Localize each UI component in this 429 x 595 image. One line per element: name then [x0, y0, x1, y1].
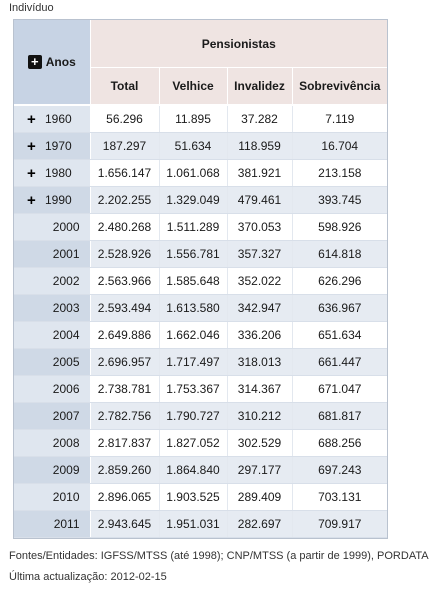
table-row — [14, 105, 387, 133]
cell-survivors: 614.818 — [292, 241, 387, 268]
cell-disability: 336.206 — [227, 322, 292, 349]
cell-total: 2.202.255 — [90, 187, 159, 214]
row-year-cell — [14, 241, 90, 268]
row-year-cell — [14, 322, 90, 349]
cell-total: 2.859.260 — [90, 457, 159, 484]
cell-disability: 357.327 — [227, 241, 292, 268]
cell-survivors: 661.447 — [292, 349, 387, 376]
cell-total: 2.896.065 — [90, 484, 159, 511]
plus-icon[interactable]: + — [27, 192, 36, 209]
plus-icon[interactable]: + — [27, 165, 36, 182]
row-year-label: 2010 — [52, 490, 80, 504]
cell-total: 2.738.781 — [90, 376, 159, 403]
table-row — [14, 133, 387, 160]
row-year-cell — [14, 268, 90, 295]
row-year-label: 2005 — [52, 355, 80, 369]
cell-old-age: 1.903.525 — [159, 484, 227, 511]
cell-total: 2.696.957 — [90, 349, 159, 376]
cell-total: 2.563.966 — [90, 268, 159, 295]
cell-old-age: 1.329.049 — [159, 187, 227, 214]
row-year-label: 2004 — [52, 328, 80, 342]
cell-survivors: 598.926 — [292, 214, 387, 241]
table-row — [14, 484, 387, 511]
sources-note: Fontes/Entidades: IGFSS/MTSS (até 1998); CNP/MTSS (a partir de 1999), PORDATA — [9, 550, 429, 562]
cell-disability: 297.177 — [227, 457, 292, 484]
row-year-label: 2008 — [52, 436, 80, 450]
table-row — [14, 376, 387, 403]
cell-survivors: 688.256 — [292, 430, 387, 457]
plus-icon[interactable]: + — [27, 111, 36, 128]
cell-old-age: 1.585.648 — [159, 268, 227, 295]
cell-disability: 342.947 — [227, 295, 292, 322]
group-header-pensioners: Pensionistas — [90, 20, 387, 68]
years-header-label: Anos — [45, 55, 76, 69]
cell-disability: 352.022 — [227, 268, 292, 295]
column-header-total: Total — [90, 68, 159, 106]
cell-total: 2.649.886 — [90, 322, 159, 349]
cell-survivors: 213.158 — [292, 160, 387, 187]
cell-old-age: 1.061.068 — [159, 160, 227, 187]
cell-old-age: 1.753.367 — [159, 376, 227, 403]
cell-disability: 314.367 — [227, 376, 292, 403]
cell-old-age: 1.511.289 — [159, 214, 227, 241]
table-row — [14, 160, 387, 187]
table-row — [14, 187, 387, 214]
cell-disability: 289.409 — [227, 484, 292, 511]
row-year-label: 2000 — [52, 220, 80, 234]
cell-disability: 381.921 — [227, 160, 292, 187]
row-year-label: 2003 — [52, 301, 80, 315]
cell-survivors: 626.296 — [292, 268, 387, 295]
plus-square-icon[interactable]: + — [28, 55, 42, 69]
cell-disability: 310.212 — [227, 403, 292, 430]
cell-old-age: 51.634 — [159, 133, 227, 160]
row-year-cell[interactable] — [14, 105, 90, 133]
cell-survivors: 651.634 — [292, 322, 387, 349]
cell-old-age: 11.895 — [159, 105, 227, 133]
row-year-label: 1980 — [45, 166, 72, 180]
row-year-cell — [14, 430, 90, 457]
data-table-container — [13, 19, 388, 539]
cell-survivors: 709.917 — [292, 511, 387, 538]
cell-survivors: 393.745 — [292, 187, 387, 214]
cell-survivors: 636.967 — [292, 295, 387, 322]
cell-disability: 37.282 — [227, 105, 292, 133]
column-header-disability: Invalidez — [227, 68, 292, 106]
table-row — [14, 322, 387, 349]
cell-survivors: 703.131 — [292, 484, 387, 511]
table-row — [14, 241, 387, 268]
row-year-cell — [14, 214, 90, 241]
cell-survivors: 16.704 — [292, 133, 387, 160]
row-year-label: 1990 — [45, 193, 72, 207]
cell-disability: 302.529 — [227, 430, 292, 457]
cell-old-age: 1.864.840 — [159, 457, 227, 484]
row-year-label: 2001 — [52, 247, 80, 261]
row-year-cell — [14, 511, 90, 538]
cell-disability: 118.959 — [227, 133, 292, 160]
cell-survivors: 671.047 — [292, 376, 387, 403]
cell-disability: 282.697 — [227, 511, 292, 538]
last-update-note: Última actualização: 2012-02-15 — [9, 571, 167, 583]
cell-survivors: 681.817 — [292, 403, 387, 430]
table-row — [14, 403, 387, 430]
row-year-label: 2002 — [52, 274, 80, 288]
cell-disability: 479.461 — [227, 187, 292, 214]
unit-label: Indivíduo — [9, 2, 54, 14]
cell-total: 2.528.926 — [90, 241, 159, 268]
cell-disability: 318.013 — [227, 349, 292, 376]
cell-total: 2.593.494 — [90, 295, 159, 322]
plus-icon[interactable]: + — [27, 138, 36, 155]
cell-old-age: 1.827.052 — [159, 430, 227, 457]
cell-total: 2.817.837 — [90, 430, 159, 457]
cell-survivors: 7.119 — [292, 105, 387, 133]
row-year-cell — [14, 457, 90, 484]
table-row — [14, 295, 387, 322]
row-year-cell[interactable] — [14, 187, 90, 214]
row-year-label: 2007 — [52, 409, 80, 423]
cell-old-age: 1.556.781 — [159, 241, 227, 268]
table-row — [14, 214, 387, 241]
row-year-label: 1970 — [45, 139, 72, 153]
cell-total: 187.297 — [90, 133, 159, 160]
row-year-cell — [14, 376, 90, 403]
cell-total: 1.656.147 — [90, 160, 159, 187]
row-year-cell — [14, 295, 90, 322]
pensioners-table — [14, 20, 387, 538]
cell-total: 2.480.268 — [90, 214, 159, 241]
row-year-cell — [14, 403, 90, 430]
table-body — [14, 105, 387, 538]
column-header-old-age: Velhice — [159, 68, 227, 106]
years-header[interactable] — [14, 20, 90, 105]
row-year-cell[interactable] — [14, 133, 90, 160]
table-row — [14, 349, 387, 376]
column-header-survivors: Sobrevivência — [292, 68, 387, 106]
row-year-cell — [14, 349, 90, 376]
table-row — [14, 511, 387, 538]
row-year-label: 2011 — [53, 517, 80, 531]
cell-disability: 370.053 — [227, 214, 292, 241]
cell-old-age: 1.717.497 — [159, 349, 227, 376]
table-row — [14, 268, 387, 295]
table-row — [14, 457, 387, 484]
cell-survivors: 697.243 — [292, 457, 387, 484]
row-year-label: 2006 — [52, 382, 80, 396]
cell-total: 2.782.756 — [90, 403, 159, 430]
cell-old-age: 1.662.046 — [159, 322, 227, 349]
row-year-label: 2009 — [52, 463, 80, 477]
cell-total: 56.296 — [90, 105, 159, 133]
row-year-label: 1960 — [45, 112, 72, 126]
cell-total: 2.943.645 — [90, 511, 159, 538]
row-year-cell[interactable] — [14, 160, 90, 187]
cell-old-age: 1.951.031 — [159, 511, 227, 538]
cell-old-age: 1.613.580 — [159, 295, 227, 322]
cell-old-age: 1.790.727 — [159, 403, 227, 430]
row-year-cell — [14, 484, 90, 511]
table-row — [14, 430, 387, 457]
